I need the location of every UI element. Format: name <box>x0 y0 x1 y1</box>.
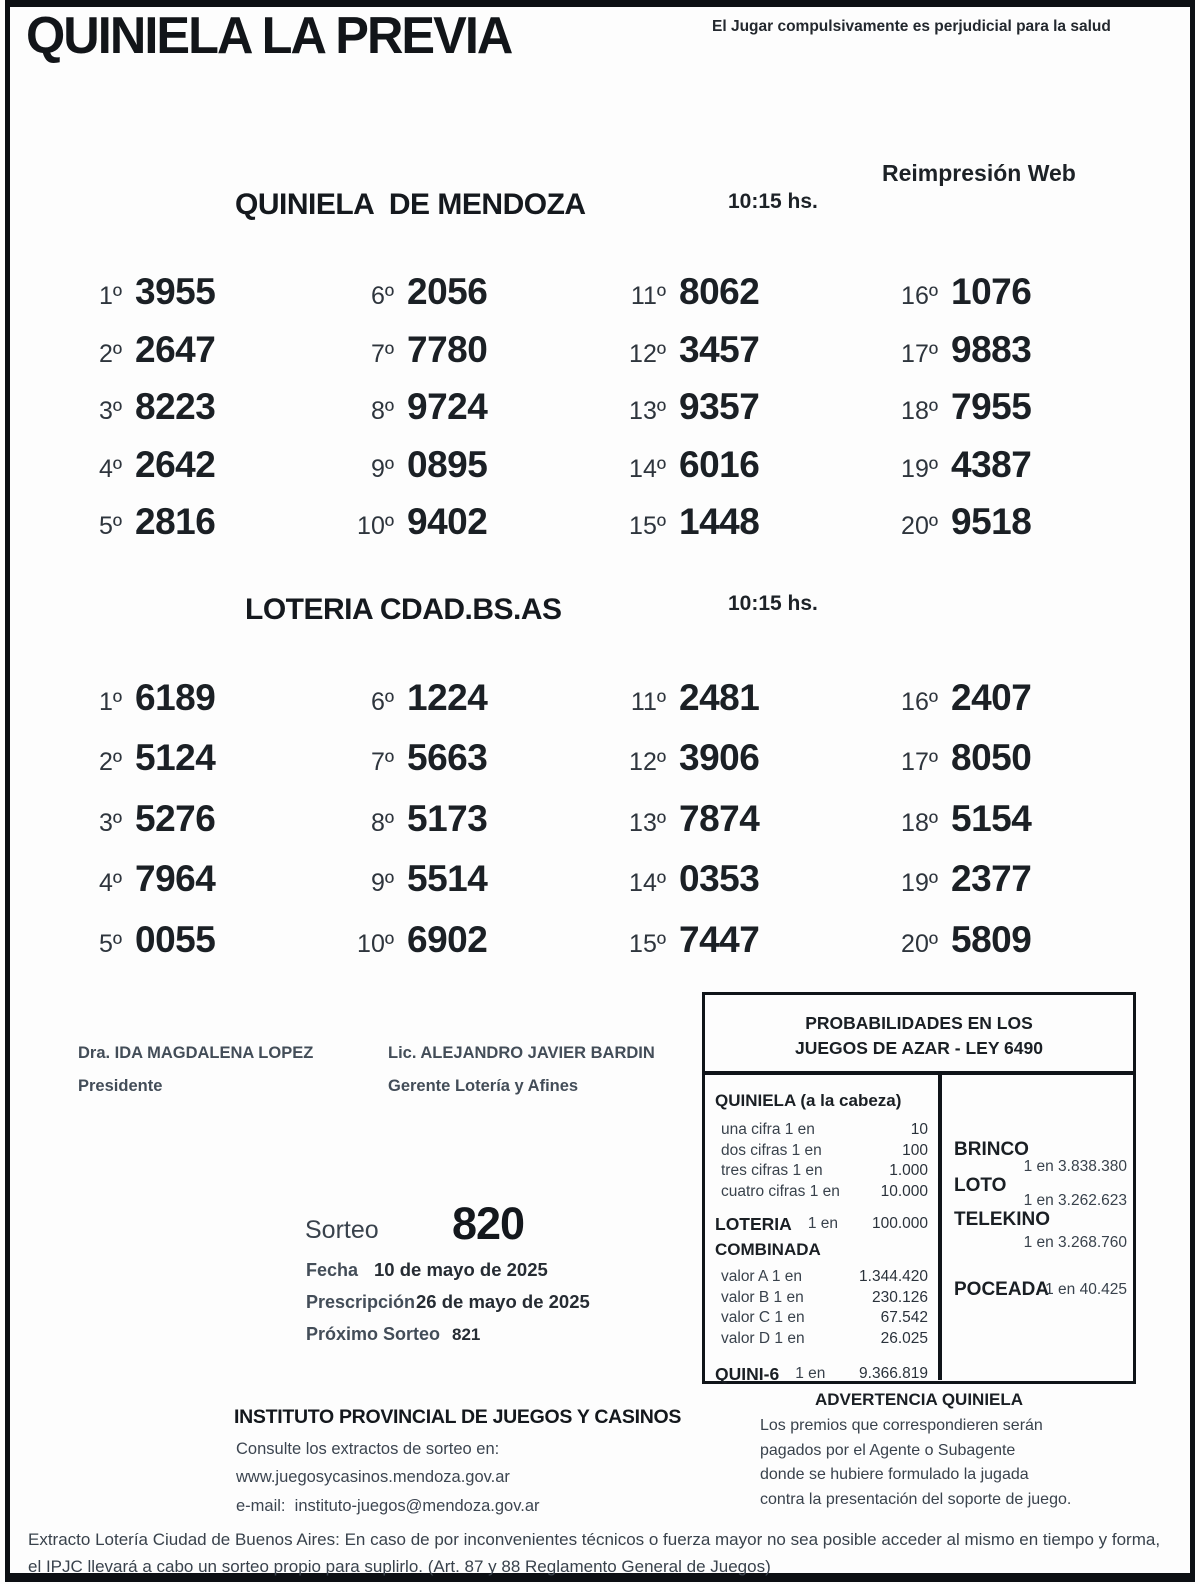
odds-value: 230.126 <box>871 1288 928 1306</box>
telekino-label: TELEKINO <box>954 1209 1051 1230</box>
results-grid-bsas <box>58 668 1146 970</box>
odds-label: valor D 1 en <box>721 1329 805 1347</box>
result-cell <box>330 910 602 970</box>
health-warning-text: El Jugar compulsivamente es perjudicial para la salud <box>712 18 1111 35</box>
result-cell <box>58 789 330 849</box>
result-number: 9518 <box>951 501 1032 543</box>
page-title: QUINIELA LA PREVIA <box>26 7 512 65</box>
result-number: 2816 <box>135 501 216 543</box>
result-number: 2056 <box>407 271 488 312</box>
result-position: 19º <box>901 454 938 483</box>
loteria-odds-row <box>715 1211 928 1237</box>
result-number: 5124 <box>135 737 216 779</box>
odds-value: 100.000 <box>871 1215 928 1232</box>
result-cell <box>330 262 602 320</box>
result-position: 3º <box>98 808 122 837</box>
result-position: 13º <box>629 808 666 837</box>
result-number: 2647 <box>135 328 216 370</box>
result-position: 1º <box>98 282 122 310</box>
result-cell <box>874 668 1146 728</box>
result-cell <box>58 435 330 493</box>
odds-label: cuatro cifras 1 en <box>721 1182 840 1200</box>
sorteo-number: 820 <box>452 1198 525 1249</box>
result-number: 5173 <box>407 797 488 839</box>
result-cell <box>602 377 874 435</box>
result-cell <box>330 789 602 849</box>
odds-value: 10.000 <box>880 1182 928 1200</box>
sorteo-label: Sorteo <box>305 1216 379 1244</box>
result-number: 9357 <box>679 386 760 428</box>
advertencia-line: pagados por el Agente o Subagente <box>760 1441 1016 1459</box>
odds-row <box>715 1267 928 1288</box>
result-number: 5809 <box>951 918 1032 960</box>
institute-consult-line: Consulte los extractos de sorteo en: <box>236 1440 500 1458</box>
odds-row <box>715 1120 928 1141</box>
result-position: 5º <box>98 929 122 958</box>
result-number: 5663 <box>407 737 488 779</box>
result-cell <box>874 789 1146 849</box>
result-cell <box>874 492 1146 550</box>
result-position: 8º <box>370 808 394 837</box>
result-position: 17º <box>901 339 938 368</box>
odds-label: dos cifras 1 en <box>721 1141 822 1159</box>
institute-name: INSTITUTO PROVINCIAL DE JUEGOS Y CASINOS <box>234 1406 682 1428</box>
result-position: 3º <box>98 397 122 426</box>
probabilities-title-line2: JUEGOS DE AZAR - LEY 6490 <box>795 1038 1043 1058</box>
result-number: 0055 <box>135 918 216 960</box>
odds-value: 10 <box>910 1121 928 1138</box>
poceada-label: POCEADA <box>954 1279 1050 1300</box>
section-title-mendoza: QUINIELA DE MENDOZA <box>235 188 586 221</box>
odds-row <box>715 1182 928 1203</box>
odds-row <box>715 1141 928 1162</box>
result-number: 2481 <box>679 677 760 718</box>
result-cell <box>874 262 1146 320</box>
result-position: 11º <box>630 282 666 310</box>
signatory-name: Lic. ALEJANDRO JAVIER BARDIN <box>388 1044 655 1062</box>
signatory-name: Dra. IDA MAGDALENA LOPEZ <box>78 1044 314 1062</box>
result-position: 9º <box>370 869 394 898</box>
odds-value: 26.025 <box>880 1329 928 1347</box>
result-cell <box>874 728 1146 788</box>
result-position: 14º <box>629 454 666 483</box>
result-position: 9º <box>370 454 394 483</box>
result-position: 10º <box>357 929 394 958</box>
institute-website: www.juegosycasinos.mendoza.gov.ar <box>236 1468 510 1486</box>
odds-label: QUINI-6 <box>715 1364 780 1384</box>
probabilities-box <box>702 992 1136 1384</box>
result-position: 17º <box>901 748 938 777</box>
result-cell <box>58 377 330 435</box>
result-cell <box>330 320 602 378</box>
signatory-role: Gerente Lotería y Afines <box>388 1077 579 1095</box>
result-cell <box>874 320 1146 378</box>
result-number: 0353 <box>679 858 760 900</box>
result-cell <box>874 849 1146 909</box>
result-number: 3906 <box>679 737 760 779</box>
odds-label: una cifra 1 en <box>721 1121 815 1138</box>
proximo-sorteo-label: Próximo Sorteo <box>306 1324 441 1344</box>
result-position: 7º <box>370 748 394 777</box>
result-cell <box>58 492 330 550</box>
result-number: 8223 <box>135 386 216 428</box>
result-cell <box>602 789 874 849</box>
result-cell <box>58 262 330 320</box>
advertencia-title: ADVERTENCIA QUINIELA <box>814 1390 1024 1409</box>
signatory-role: Presidente <box>78 1077 163 1095</box>
odds-label: tres cifras 1 en <box>721 1162 823 1179</box>
prescripcion-label: Prescripción <box>306 1292 416 1312</box>
result-cell <box>330 435 602 493</box>
result-number: 7780 <box>407 328 488 370</box>
result-cell <box>602 262 874 320</box>
result-cell <box>874 435 1146 493</box>
result-cell <box>602 435 874 493</box>
result-position: 12º <box>629 748 666 777</box>
result-number: 1448 <box>679 501 760 543</box>
result-number: 8062 <box>679 271 760 312</box>
result-number: 1076 <box>951 271 1032 312</box>
result-cell <box>330 728 602 788</box>
result-position: 2º <box>98 339 122 368</box>
result-number: 4387 <box>951 443 1032 485</box>
result-position: 20º <box>901 512 938 541</box>
result-number: 9883 <box>951 328 1032 370</box>
result-cell <box>330 377 602 435</box>
result-number: 6016 <box>679 443 760 485</box>
odds-mid: 1 en <box>795 1365 826 1382</box>
footer-legal-note: Extracto Lotería Ciudad de Buenos Aires: En caso de por inconvenientes técnicos o fuerza mayor no sea posible acceder al mismo en tiempo y forma, el IPJC llevará a cabo un sorteo propio para suplirlo. (Art. 87 y 88 Reglamento General de Juegos) <box>28 1530 1161 1576</box>
result-position: 16º <box>901 688 938 716</box>
result-position: 8º <box>370 397 394 426</box>
result-cell <box>602 728 874 788</box>
result-position: 1º <box>98 688 122 716</box>
result-position: 20º <box>901 929 938 958</box>
advertencia-line: donde se hubiere formulado la jugada <box>760 1466 1029 1483</box>
result-position: 5º <box>98 512 122 541</box>
odds-row <box>715 1329 928 1350</box>
result-number: 1224 <box>407 677 488 718</box>
poceada-odds: 1 en 40.425 <box>1045 1281 1127 1298</box>
prescripcion-value: 26 de mayo de 2025 <box>416 1291 590 1312</box>
advertencia-line: Los premios que correspondieren serán <box>760 1417 1043 1434</box>
odds-label: LOTERIA <box>715 1214 792 1234</box>
result-position: 12º <box>629 339 666 368</box>
probabilities-right-column <box>942 1075 1133 1380</box>
result-number: 5154 <box>951 797 1032 839</box>
probabilities-title-line1: PROBABILIDADES EN LOS <box>805 1013 1033 1033</box>
result-cell <box>602 668 874 728</box>
odds-value: 1.000 <box>889 1162 928 1179</box>
result-position: 15º <box>629 929 666 958</box>
result-cell <box>330 849 602 909</box>
result-cell <box>58 728 330 788</box>
signatory-manager <box>388 1044 655 1096</box>
result-number: 9724 <box>407 386 488 428</box>
result-position: 4º <box>98 454 122 483</box>
result-position: 6º <box>370 688 394 716</box>
odds-label: valor C 1 en <box>721 1309 805 1326</box>
result-position: 13º <box>629 397 666 426</box>
advertencia-text <box>760 1414 1160 1512</box>
brinco-odds: 1 en 3.838.380 <box>1023 1158 1127 1175</box>
result-position: 16º <box>901 282 938 310</box>
probabilities-left-column <box>705 1075 942 1384</box>
fecha-label: Fecha <box>306 1260 359 1280</box>
fecha-value: 10 de mayo de 2025 <box>374 1259 548 1280</box>
result-number: 7964 <box>135 858 216 900</box>
advertencia-line: contra la presentación del soporte de juego. <box>760 1490 1072 1508</box>
result-cell <box>602 910 874 970</box>
result-cell <box>330 668 602 728</box>
result-cell <box>58 320 330 378</box>
institute-email: e-mail: instituto-juegos@mendoza.gov.ar <box>236 1497 540 1515</box>
results-grid-mendoza <box>58 262 1146 550</box>
result-position: 18º <box>901 397 938 426</box>
quini6-odds-row <box>715 1362 928 1386</box>
result-number: 0895 <box>407 443 488 485</box>
result-number: 5514 <box>407 858 488 900</box>
result-number: 5276 <box>135 797 216 839</box>
odds-label: valor A 1 en <box>721 1268 803 1285</box>
result-position: 6º <box>370 282 394 310</box>
result-position: 7º <box>370 339 394 368</box>
result-number: 7955 <box>951 386 1032 428</box>
result-position: 18º <box>901 808 938 837</box>
odds-value: 100 <box>902 1141 928 1159</box>
proximo-sorteo-value: 821 <box>452 1325 481 1344</box>
result-position: 15º <box>629 512 666 541</box>
section-title-bsas: LOTERIA CDAD.BS.AS <box>245 593 562 626</box>
signatory-president <box>78 1044 313 1096</box>
odds-row <box>715 1161 928 1182</box>
odds-row <box>715 1288 928 1309</box>
result-cell <box>602 849 874 909</box>
result-number: 3955 <box>135 271 216 312</box>
result-cell <box>874 910 1146 970</box>
section-time-bsas: 10:15 hs. <box>728 592 818 615</box>
telekino-odds: 1 en 3.268.760 <box>1023 1234 1127 1251</box>
result-cell <box>602 320 874 378</box>
result-cell <box>874 377 1146 435</box>
result-number: 7874 <box>679 797 760 839</box>
result-cell <box>330 492 602 550</box>
section-time-mendoza: 10:15 hs. <box>728 190 818 213</box>
result-number: 7447 <box>679 918 760 960</box>
result-position: 14º <box>629 869 666 898</box>
result-number: 2407 <box>951 677 1032 718</box>
quiniela-odds-header: QUINIELA (a la cabeza) <box>715 1091 902 1110</box>
result-number: 6902 <box>407 918 488 960</box>
odds-value: 9.366.819 <box>859 1365 928 1382</box>
odds-label: valor B 1 en <box>721 1288 804 1306</box>
result-position: 4º <box>98 869 122 898</box>
result-cell <box>58 910 330 970</box>
result-number: 2642 <box>135 443 216 485</box>
odds-value: 67.542 <box>880 1309 928 1326</box>
combinada-odds-header: COMBINADA <box>715 1240 821 1259</box>
reprint-web-label: Reimpresión Web <box>882 160 1076 186</box>
result-number: 6189 <box>135 677 216 718</box>
result-number: 9402 <box>407 501 488 543</box>
odds-mid: 1 en <box>807 1215 838 1232</box>
result-cell <box>58 849 330 909</box>
result-cell <box>602 492 874 550</box>
brinco-label: BRINCO <box>954 1139 1029 1160</box>
result-position: 19º <box>901 869 938 898</box>
odds-value: 1.344.420 <box>859 1268 928 1285</box>
loto-label: LOTO <box>954 1175 1007 1196</box>
result-number: 3457 <box>679 328 760 370</box>
odds-row <box>715 1308 928 1329</box>
result-position: 10º <box>357 512 394 541</box>
result-position: 2º <box>98 748 122 777</box>
loto-odds: 1 en 3.262.623 <box>1023 1192 1127 1209</box>
result-cell <box>58 668 330 728</box>
probabilities-title <box>705 995 1133 1075</box>
result-position: 11º <box>630 688 666 716</box>
result-number: 2377 <box>951 858 1032 900</box>
result-number: 8050 <box>951 737 1032 779</box>
